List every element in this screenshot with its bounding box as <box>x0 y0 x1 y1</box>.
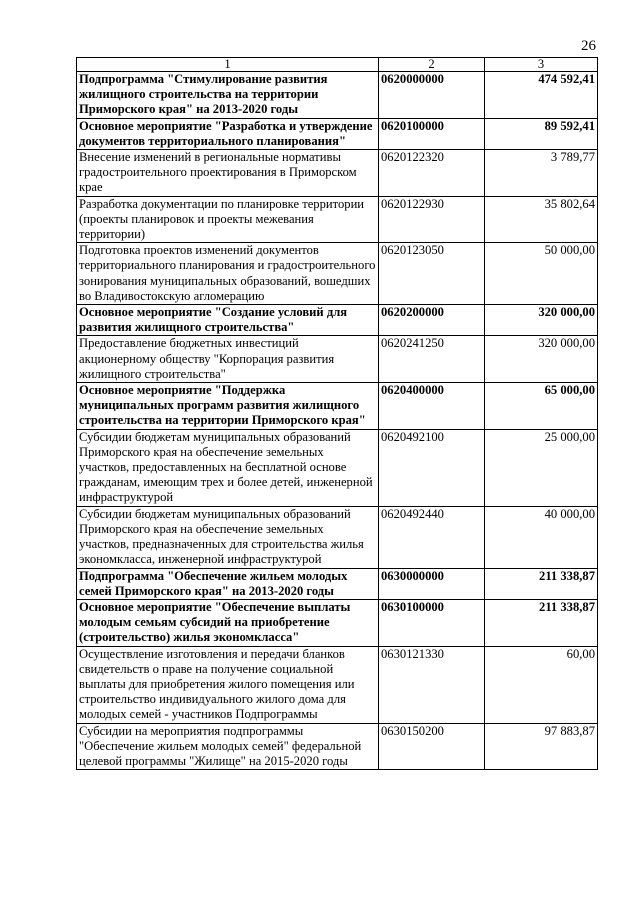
row-name-cell: Основное мероприятие "Разработка и утверждение документов территориального планирования" <box>77 118 379 149</box>
row-amount-cell: 40 000,00 <box>485 506 598 568</box>
row-code-cell: 0620123050 <box>379 243 485 305</box>
row-code-cell: 0620492100 <box>379 429 485 506</box>
row-name-cell: Субсидии бюджетам муниципальных образований Приморского края на обеспечение земельных участков, предоставленных на бесплатной основе гражданам, имеющим трех и более детей, инженерной инфраструктурой <box>77 429 379 506</box>
row-amount-cell: 3 789,77 <box>485 150 598 197</box>
table-row <box>77 723 598 770</box>
row-amount-cell: 35 802,64 <box>485 196 598 243</box>
row-name-cell: Осуществление изготовления и передачи бланков свидетельств о праве на получение социальной выплаты для приобретения жилого помещения или строительство индивидуального жилого дома для молодых семей - участников Подпрограммы <box>77 646 379 723</box>
column-header-amount: 3 <box>485 58 598 72</box>
table-row <box>77 118 598 149</box>
row-code-cell: 0620100000 <box>379 118 485 149</box>
row-code-cell: 0630100000 <box>379 599 485 646</box>
budget-table <box>76 57 598 770</box>
row-name-cell: Подпрограмма "Стимулирование развития жилищного строительства на территории Приморского края" на 2013-2020 годы <box>77 72 379 119</box>
column-header-code: 2 <box>379 58 485 72</box>
row-name-cell: Субсидии на мероприятия подпрограммы "Обеспечение жильем молодых семей" федеральной целевой программы "Жилище" на 2015-2020 годы <box>77 723 379 770</box>
row-amount-cell: 97 883,87 <box>485 723 598 770</box>
row-name-cell: Подготовка проектов изменений документов территориального планирования и градостроительного зонирования муниципальных образований, вошедших во Владивостокскую агломерацию <box>77 243 379 305</box>
row-amount-cell: 65 000,00 <box>485 383 598 430</box>
table-header-row <box>77 58 598 72</box>
row-code-cell: 0620122930 <box>379 196 485 243</box>
row-name-cell: Основное мероприятие "Создание условий для развития жилищного строительства" <box>77 305 379 336</box>
row-code-cell: 0620122320 <box>379 150 485 197</box>
row-name-cell: Подпрограмма "Обеспечение жильем молодых семей Приморского края" на 2013-2020 годы <box>77 568 379 599</box>
table-row <box>77 196 598 243</box>
row-amount-cell: 89 592,41 <box>485 118 598 149</box>
table-row <box>77 646 598 723</box>
table-body <box>77 72 598 770</box>
row-name-cell: Внесение изменений в региональные нормативы градостроительного проектирования в Приморском крае <box>77 150 379 197</box>
row-amount-cell: 320 000,00 <box>485 336 598 383</box>
row-name-cell: Субсидии бюджетам муниципальных образований Приморского края на обеспечение земельных участков, предназначенных для строительства жилья экономкласса, инженерной инфраструктурой <box>77 506 379 568</box>
row-amount-cell: 211 338,87 <box>485 568 598 599</box>
row-code-cell: 0620241250 <box>379 336 485 383</box>
row-code-cell: 0630121330 <box>379 646 485 723</box>
row-amount-cell: 25 000,00 <box>485 429 598 506</box>
row-amount-cell: 320 000,00 <box>485 305 598 336</box>
row-code-cell: 0620000000 <box>379 72 485 119</box>
row-code-cell: 0620492440 <box>379 506 485 568</box>
row-amount-cell: 60,00 <box>485 646 598 723</box>
row-code-cell: 0630150200 <box>379 723 485 770</box>
row-name-cell: Основное мероприятие "Обеспечение выплаты молодым семьям субсидий на приобретение (строительство) жилья экономкласса" <box>77 599 379 646</box>
row-code-cell: 0620200000 <box>379 305 485 336</box>
table-row <box>77 305 598 336</box>
table-row <box>77 150 598 197</box>
row-name-cell: Предоставление бюджетных инвестиций акционерному обществу "Корпорация развития жилищного строительства" <box>77 336 379 383</box>
row-amount-cell: 211 338,87 <box>485 599 598 646</box>
table-row <box>77 599 598 646</box>
page-number: 26 <box>581 38 596 54</box>
table-row <box>77 429 598 506</box>
row-amount-cell: 474 592,41 <box>485 72 598 119</box>
table-row <box>77 243 598 305</box>
table-row <box>77 383 598 430</box>
column-header-name: 1 <box>77 58 379 72</box>
row-name-cell: Основное мероприятие "Поддержка муниципальных программ развития жилищного строительства на территории Приморского края" <box>77 383 379 430</box>
row-amount-cell: 50 000,00 <box>485 243 598 305</box>
table-row <box>77 336 598 383</box>
row-name-cell: Разработка документации по планировке территории (проекты планировок и проекты межевания территории) <box>77 196 379 243</box>
table-row <box>77 72 598 119</box>
row-code-cell: 0620400000 <box>379 383 485 430</box>
table-row <box>77 568 598 599</box>
table-row <box>77 506 598 568</box>
row-code-cell: 0630000000 <box>379 568 485 599</box>
